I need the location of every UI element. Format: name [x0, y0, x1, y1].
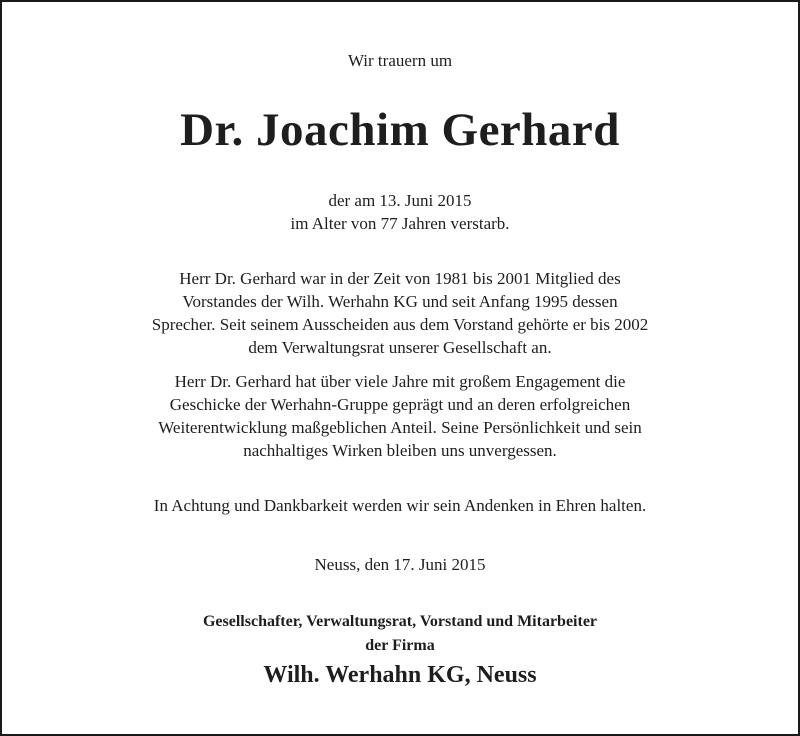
- paragraph1-line: Vorstandes der Wilh. Werhahn KG und seit Anfang 1995 dessen: [182, 292, 618, 311]
- firm-name: Wilh. Werhahn KG, Neuss: [263, 662, 537, 688]
- deceased-name: Dr. Joachim Gerhard: [180, 104, 620, 156]
- intro-text: Wir trauern um: [347, 51, 453, 70]
- death-date-line: der am 13. Juni 2015: [328, 191, 472, 210]
- paragraph1-line: Herr Dr. Gerhard war in der Zeit von 1981 bis 2001 Mitglied des: [179, 269, 621, 288]
- paragraph2-line: Geschicke der Werhahn-Gruppe geprägt und an deren erfolgreichen: [169, 395, 631, 414]
- closing-statement: In Achtung und Dankbarkeit werden wir sein Andenken in Ehren halten.: [153, 496, 647, 515]
- paragraph2-line: Herr Dr. Gerhard hat über viele Jahre mit großem Engagement die: [174, 372, 626, 391]
- signers-line: Gesellschafter, Verwaltungsrat, Vorstand und Mitarbeiter: [202, 613, 598, 630]
- paragraph1-line: Sprecher. Seit seinem Ausscheiden aus dem Vorstand gehörte er bis 2002: [151, 315, 649, 334]
- age-line: im Alter von 77 Jahren verstarb.: [290, 214, 510, 233]
- paragraph1-line: dem Verwaltungsrat unserer Gesellschaft an.: [248, 338, 552, 357]
- place-date: Neuss, den 17. Juni 2015: [314, 555, 486, 574]
- signers-line: der Firma: [365, 637, 435, 654]
- paragraph2-line: nachhaltiges Wirken bleiben uns unvergessen.: [243, 441, 557, 460]
- paragraph2-line: Weiterentwicklung maßgeblichen Anteil. Seine Persönlichkeit und sein: [158, 418, 642, 437]
